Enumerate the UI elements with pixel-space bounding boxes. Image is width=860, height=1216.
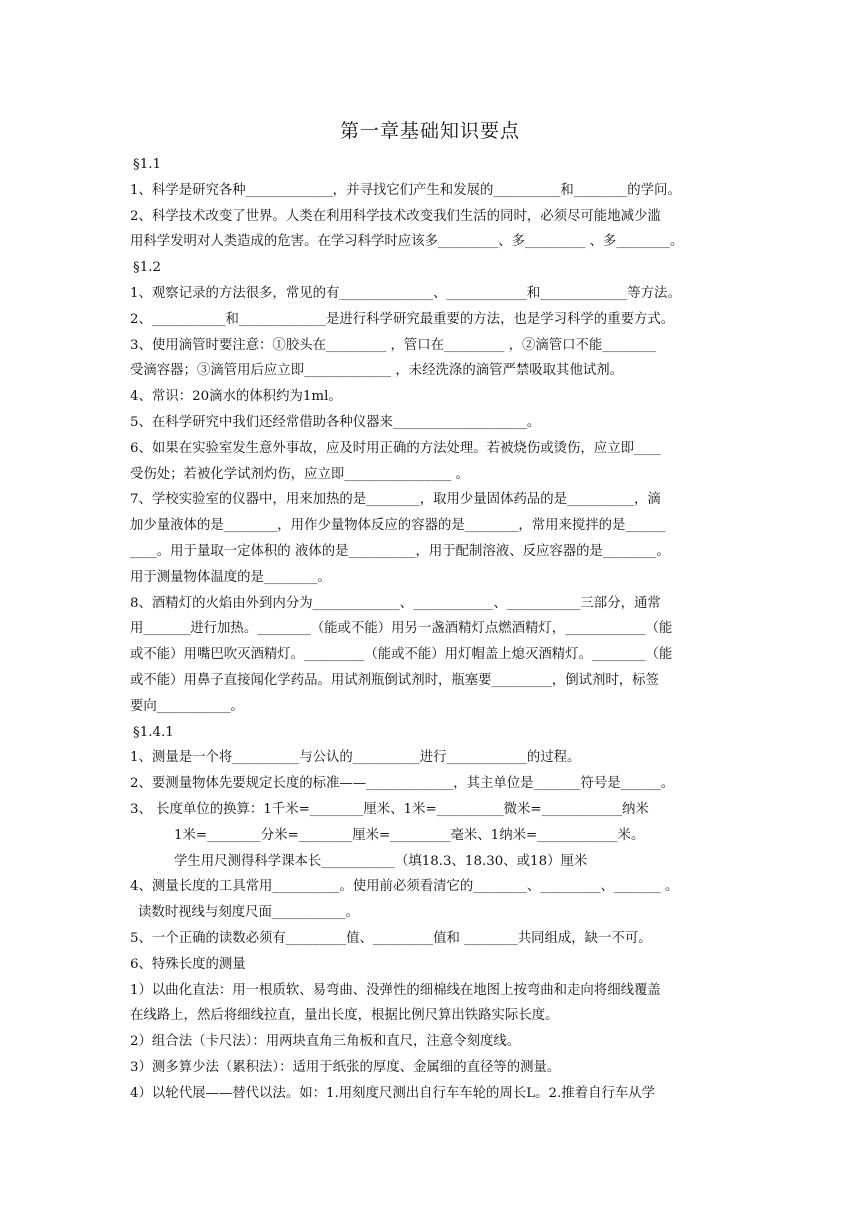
text-line: 7、学校实验室的仪器中，用来加热的是________，取用少量固体药品的是__________，滴 bbox=[130, 492, 661, 508]
page-title: 第一章基础知识要点 bbox=[339, 120, 520, 142]
text-line: 加少量液体的是________，用作少量物体反应的容器的是________，常用来搅拌的是______ bbox=[130, 518, 666, 534]
text-line: 用于测量物体温度的是________。 bbox=[130, 569, 331, 585]
text-line: ____。用于量取一定体积的 液体的是__________，用于配制溶液、反应容器的是________。 bbox=[130, 543, 670, 559]
text-line: 6、如果在实验室发生意外事故，应及时用正确的方法处理。若被烧伤或烫伤，应立即____ bbox=[130, 440, 661, 456]
text-line: 4）以轮代展——替代以法。如：1.用刻度尺测出自行车车轮的周长L。2.推着自行车从学 bbox=[130, 1085, 656, 1101]
text-line: 3、 长度单位的换算：1千米=________厘米、1米=__________微米=____________纳米 bbox=[130, 801, 649, 817]
text-line: 或不能）用嘴巴吹灭酒精灯。_________（能或不能）用灯帽盖上熄灭酒精灯。________（能 bbox=[130, 647, 673, 663]
text-line: 6、特殊长度的测量 bbox=[130, 956, 246, 972]
text-line: 2、要测量物体先要规定长度的标准——_____________，其主单位是_______符号是______。 bbox=[130, 776, 675, 792]
text-line: 4、测量长度的工具常用__________。使用前必须看清它的________、_________、_______ 。 bbox=[130, 879, 679, 895]
text-line: 5、一个正确的读数必须有_________值、_________值和 ________共同组成，缺一不可。 bbox=[130, 930, 652, 946]
text-line: 或不能）用鼻子直接闻化学药品。用试剂瓶倒试剂时，瓶塞要_________，倒试剂时，标签 bbox=[130, 672, 659, 688]
text-line: 2）组合法（卡尺法）：用两块直角三角板和直尺，注意令刻度线。 bbox=[130, 1034, 521, 1050]
text-line: 1、观察记录的方法很多，常见的有______________、____________和_____________等方法。 bbox=[130, 285, 681, 301]
text-line: 1）以曲化直法：用一根质软、易弯曲、没弹性的细棉线在地图上按弯曲和走向将细线覆盖 bbox=[130, 982, 661, 998]
text-line: 3）测多算少法（累积法）：适用于纸张的厚度、金属细的直径等的测量。 bbox=[130, 1059, 561, 1075]
text-line: 受伤处；若被化学试剂灼伤，应立即________________ 。 bbox=[130, 466, 470, 482]
text-line: 受滴容器；③滴管用后应立即_____________ ，未经洗涤的滴管严禁吸取其他试剂。 bbox=[130, 363, 624, 379]
text-line: 3、使用滴管时要注意：①胶头在_________ ，管口在_________ ，②滴管口不能________ bbox=[130, 337, 656, 353]
text-line: 1米=________分米=________厘米=_________毫米、1纳米=____________米。 bbox=[174, 827, 645, 843]
text-line: 用_______进行加热。________（能或不能）用另一盏酒精灯点燃酒精灯，____________（能 bbox=[130, 621, 673, 637]
text-line: 5、在科学研究中我们还经常借助各种仪器来____________________。 bbox=[130, 414, 541, 430]
text-line: 1、科学是研究各种_____________，并寻找它们产生和发展的__________和________的学问。 bbox=[130, 182, 681, 198]
section-heading: §1.4.1 bbox=[133, 724, 174, 740]
text-line: 用科学发明对人类造成的危害。在学习科学时应该多_________、多_________ 、多________。 bbox=[130, 234, 684, 250]
text-line: 4、常识：20滴水的体积约为1ml。 bbox=[130, 389, 342, 405]
text-line: 8、酒精灯的火焰由外到内分为_____________、____________、___________三部分，通常 bbox=[130, 595, 661, 611]
text-line: 2、___________和_____________是进行科学研究最重要的方法，也是学习科学的重要方式。 bbox=[130, 311, 675, 327]
text-line: 在线路上，然后将细线拉直，量出长度，根据比例尺算出铁路实际长度。 bbox=[130, 1008, 559, 1024]
section-heading: §1.1 bbox=[133, 157, 161, 172]
document-body bbox=[130, 152, 730, 1106]
section-heading: §1.2 bbox=[133, 260, 161, 276]
text-line: 读数时视线与刻度尺面___________。 bbox=[138, 905, 359, 921]
text-line: 要向___________。 bbox=[130, 698, 244, 714]
text-line: 1、测量是一个将__________与公认的__________进行____________的过程。 bbox=[130, 750, 581, 766]
text-line: 学生用尺测得科学课本长___________（填18.3、18.30、或18）厘米 bbox=[174, 853, 588, 869]
text-line: 2、科学技术改变了世界。人类在利用科学技术改变我们生活的同时，必须尽可能地减少滥 bbox=[130, 208, 661, 224]
